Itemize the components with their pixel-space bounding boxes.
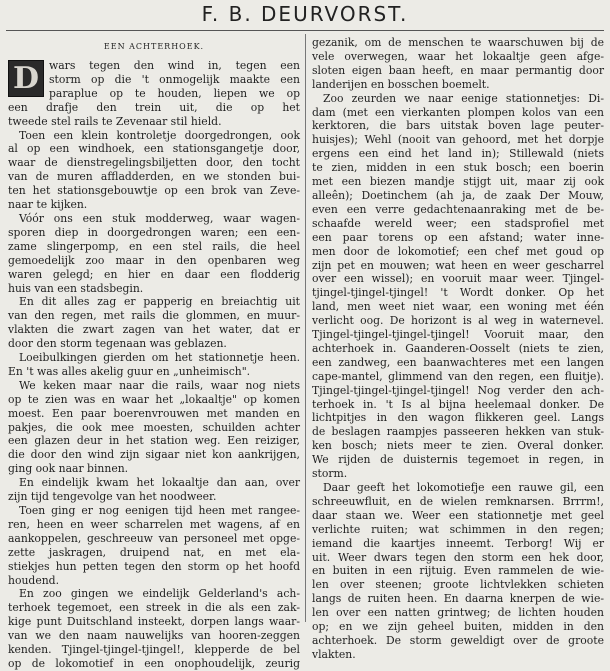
- text-line: ren, heen en weer scharrelen met wagens, af en: [8, 517, 300, 531]
- text-line: stiekjes hun petten tegen den storm op het hoofd: [8, 559, 300, 573]
- text-line: te zien, midden in een stuk bosch; een boerin: [312, 161, 604, 175]
- text-line: Toen ging er nog eenigen tijd heen met rangee-: [19, 504, 300, 517]
- text-line: even een verre gedachtenaanraking met de be-: [312, 202, 604, 216]
- text-line: vele overwegen, waar het lokaaltje geen afge-: [312, 49, 604, 63]
- text-line: gezanik, om de menschen te waarschuwen bij de: [312, 36, 604, 49]
- text-line: van de muren affladderden, en we stonden bui-: [8, 170, 300, 184]
- text-line: langs de ruiten heen. En daarna knerpen de wie-: [312, 592, 604, 606]
- text-line: huis van een stadsbegin.: [8, 281, 144, 295]
- page-header: [0, 0, 610, 28]
- text-line: een drafje den trein uit, die op het: [8, 100, 300, 114]
- text-line: wars tegen den wind in, tegen een: [49, 59, 300, 72]
- text-line: een paar torens op een afstand; water inne-: [312, 230, 604, 244]
- text-line: die door den wind zijn sigaar niet kon aankrijgen,: [8, 448, 300, 462]
- text-line: zette jaskragen, druipend nat, en met ela-: [8, 545, 300, 559]
- text-line: We keken maar naar die rails, waar nog niets: [19, 378, 300, 392]
- text-line: vlakten die zwart zagen van het water, dat er: [8, 323, 300, 337]
- right-column: [312, 36, 604, 661]
- text-line: en buiten in een rijtuig. Even rammelen de wie-: [312, 564, 604, 578]
- author-title: F. B. DEURVORST.: [201, 2, 409, 26]
- text-line: van we den naam nauwelijks van hooren-zeggen: [8, 629, 300, 643]
- header-rule: [6, 30, 604, 31]
- text-line: sloten eigen baan heeft, en maar permantig door: [312, 63, 604, 77]
- column-divider: [305, 34, 306, 622]
- text-line: ken bosch; niets meer te zien. Overal donker.: [312, 439, 604, 453]
- text-line: iemand die kaartjes inneemt. Terborg! Wij er: [312, 536, 604, 550]
- text-line: uit. Weer dwars tegen den storm een hek door,: [312, 550, 604, 564]
- text-line: vlakten.: [312, 647, 356, 661]
- text-line: aankoppelen, geschreeuw van personeel met opge-: [8, 531, 300, 545]
- text-line: En dit alles zag er papperig en breiachtig uit: [19, 295, 300, 309]
- text-line: gemoedelijk zoo maar in den openbaren weg: [8, 253, 300, 267]
- text-line: En eindelijk kwam het lokaaltje dan aan, over: [19, 476, 300, 490]
- text-line: sporen diep in doorgedrongen waren; een een-: [8, 225, 300, 239]
- text-line: pakjes, die ook mee moesten, schuilden achter: [8, 420, 300, 434]
- text-line: terhoek in. 't Is al bijna heelemaal donker. De: [312, 397, 604, 411]
- text-line: Loeibulkingen gierden om het stationnetje heen.: [19, 351, 300, 365]
- text-line: naar te kijken.: [8, 198, 88, 212]
- right-text-body: [312, 36, 604, 662]
- text-line: cape-mantel, glimmend van den regen, een fluitje).: [312, 369, 604, 383]
- text-line: met een biezen mandje stijgt uit, maar zij ook: [312, 175, 604, 189]
- text-line: len over een natten grintweg; de lichten houden: [312, 606, 604, 620]
- text-line: achterhoek in. Gaanderen-Oosselt (niets te zien,: [312, 341, 604, 355]
- text-line: Toen een klein kontroletje doorgedrongen, ook: [19, 128, 300, 142]
- text-line: een zandweg, een baanwachteres met een langen: [312, 355, 604, 369]
- text-line: alleên); Doetinchem (ah ja, de zaak Der Mouw,: [312, 188, 604, 202]
- text-line: kenden. Tjingel-tjingel-tjingel!, klepperde de bel: [8, 643, 300, 657]
- text-line: Daar geeft het lokomotiefje een rauwe gil, een: [323, 481, 604, 494]
- text-line: over een wissel); en vooruit maar weer. Tjingel-: [312, 272, 604, 286]
- text-line: ten het stationsgebouwtje op een brok van Zeve-: [8, 184, 300, 198]
- text-line: verlicht oog. De horizont is al weg in waternevel.: [312, 314, 604, 328]
- text-line: moest. Een paar boerenvrouwen met manden en: [8, 406, 300, 420]
- text-line: land, men weet niet waar, een woning met één: [312, 300, 604, 314]
- text-line: tjingel-tjingel-tjingel! 't Wordt donker. Op het: [312, 286, 604, 300]
- left-text-body: [8, 59, 300, 671]
- text-line: door den storm tegenaan was geblazen.: [8, 337, 227, 351]
- text-line: waren gelegd; en hier en daar een flodderig: [8, 267, 300, 281]
- left-column: [8, 36, 300, 670]
- text-line: En 't was alles akelig guur en „unheimisch".: [8, 364, 251, 378]
- text-line: ergens een eind het land in); Stillewald (niets: [312, 147, 604, 161]
- text-line: Zoo zeurden we naar eenige stationnetjes: Di-: [323, 91, 604, 105]
- text-line: lichtpitjes in den wagon flikkeren geel. Langs: [312, 411, 604, 425]
- article-heading: EEN ACHTERHOEK.: [103, 42, 205, 51]
- text-line: zijn pet en mouwen; wat heen en weer gescharrel: [312, 258, 604, 272]
- text-line: tweede stel rails te Zevenaar stil hield.: [8, 114, 222, 128]
- text-line: achterhoek. De storm geweldigt over de groote: [312, 633, 604, 647]
- text-line: daar staan we. Weer een stationnetje met geel: [312, 508, 604, 522]
- text-line: schreeuwfluit, en de wielen remknarsen. Brrrm!,: [312, 494, 604, 508]
- text-line: landerijen en bosschen boemelt.: [312, 77, 490, 91]
- text-line: Vóór ons een stuk modderweg, waar wagen-: [19, 211, 300, 225]
- text-line: storm.: [312, 467, 348, 481]
- text-line: de beslagen raampjes passeeren hekken van stuk-: [312, 425, 604, 439]
- text-line: Tjingel-tjingel-tjingel-tjingel! Vooruit maar, den: [312, 328, 604, 342]
- text-line: van den regen, met rails die glommen, en muur-: [8, 309, 300, 323]
- text-line: Tjingel-tjingel-tjingel-tjingel! Nog verder den ach-: [312, 383, 604, 397]
- text-line: ging ook naar binnen.: [8, 462, 129, 476]
- text-line: verlichte ruiten; wat schimmen in den regen;: [312, 522, 604, 536]
- text-line: storm op die 't onmogelijk maakte een: [49, 72, 300, 86]
- dropcap-letter: D: [12, 60, 39, 96]
- text-line: zijn tijd tengevolge van het noodweer.: [8, 490, 217, 504]
- text-line: En zoo gingen we eindelijk Gelderland's ach-: [19, 587, 300, 601]
- text-line: kerktoren, die bars uitstak boven lage peuter-: [312, 119, 604, 133]
- text-line: op; en we zijn geheel buiten, midden in den: [312, 620, 604, 634]
- text-line: waar de dienstregelingsbiljetten door, den tocht: [8, 156, 300, 170]
- text-line: op de lokomotief in een onophoudelijk, zeurig: [8, 656, 300, 670]
- text-line: dam (met een vierkanten plompen kolos van een: [312, 105, 604, 119]
- text-line: terhoek tegemoet, een streek in die als een zak-: [8, 601, 300, 615]
- text-line: len over steenen; groote lichtvlekken schieten: [312, 578, 604, 592]
- text-line: houdend.: [8, 573, 60, 587]
- text-line: schaafde wereld weer; een stadsprofiel met: [312, 216, 604, 230]
- text-line: op te zien was en waar het „lokaaltje" op komen: [8, 392, 300, 406]
- text-line: men door de lokomotief; een chef met goud op: [312, 244, 604, 258]
- text-line: al op een windhoek, een stationsgangetje door,: [8, 142, 300, 156]
- text-line: paraplue op te houden, liepen we op: [49, 86, 300, 100]
- text-line: huisjes); Wehl (nooit van gehoord, met het dorpje: [312, 133, 604, 147]
- text-line: een glazen deur in het station weg. Een reiziger,: [8, 434, 300, 448]
- text-line: kige punt Duitschland insteekt, dorpen langs waar-: [8, 615, 300, 629]
- text-line: We rijden de duisternis tegemoet in regen, in: [312, 453, 604, 467]
- dropcap-initial: [8, 60, 44, 97]
- text-line: zame slingerpomp, en een stel rails, die heel: [8, 239, 300, 253]
